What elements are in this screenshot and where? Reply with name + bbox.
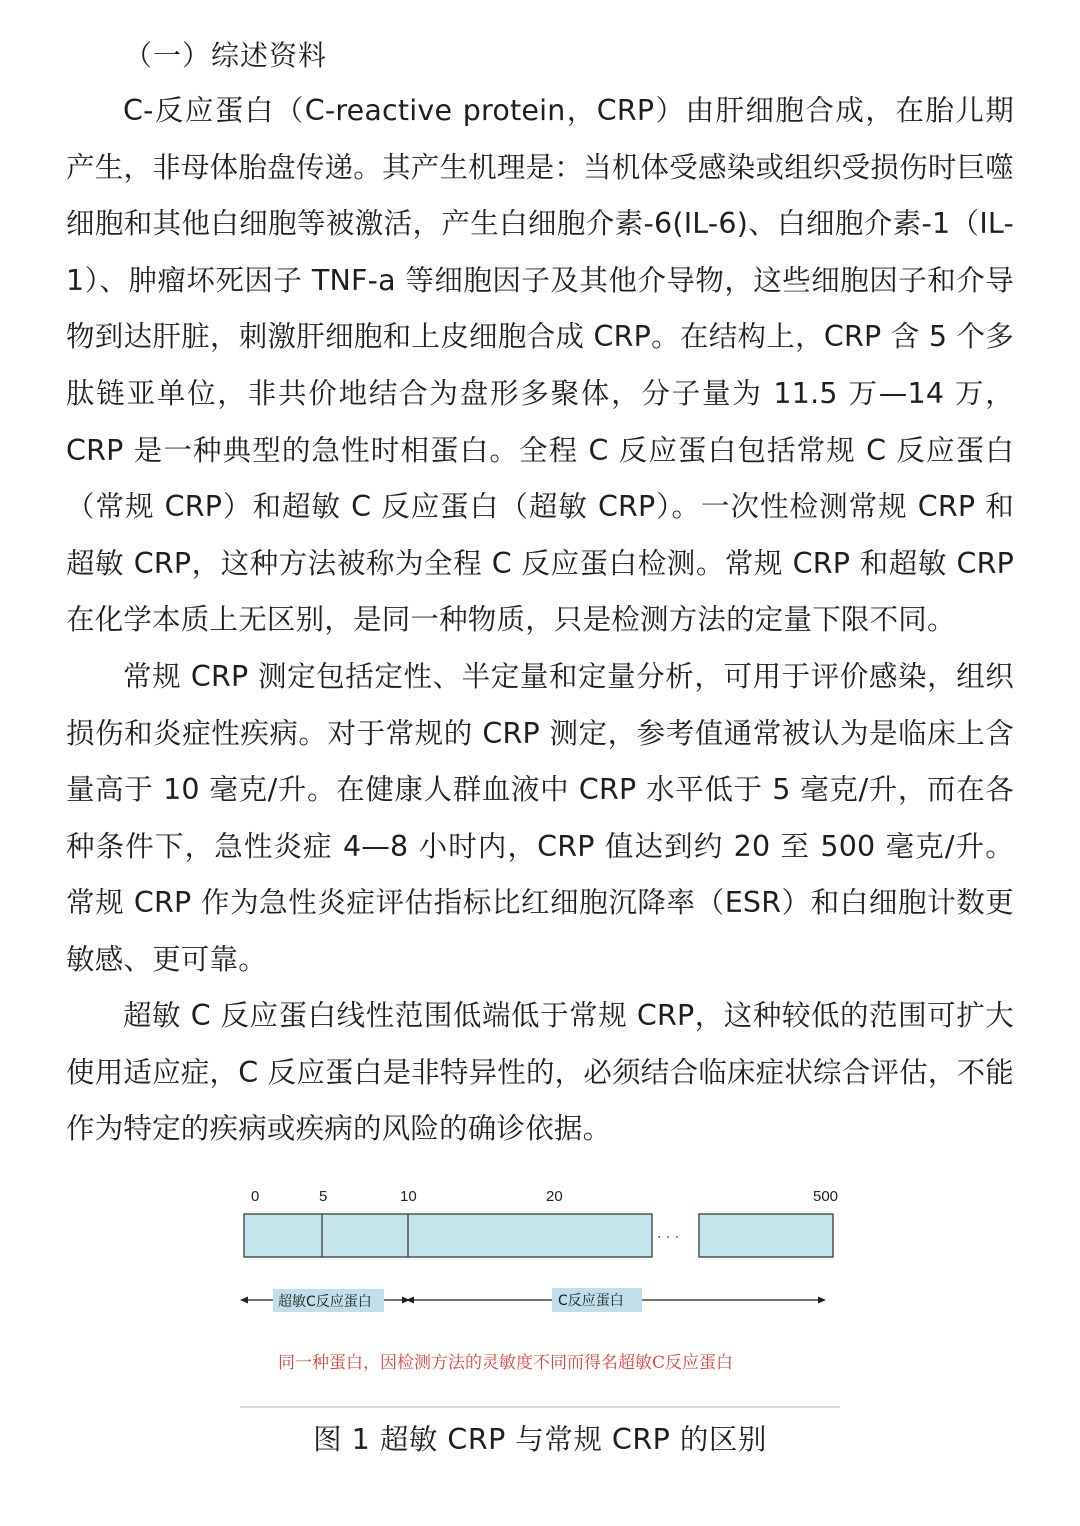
paragraph-crp-overview: C-反应蛋白（C-reactive protein，CRP）由肝细胞合成，在胎儿期产生，非母体胎盘传递。其产生机理是：当机体受感染或组织受损伤时巨噬细胞和其他白细胞等被激活，产生白细胞介素-6(IL-6)、白细胞介素-1（IL-1）、肿瘤坏死因子 TNF-a 等细胞因子及其他介导物，这些细胞因子和介导物到达肝脏，刺激肝细胞和上皮细胞合成 CRP。在结构上，CRP 含 5 个多肽链亚单位，非共价地结合为盘形多聚体，分子量为 11.5 万—14 万，CRP 是一种典型的急性时相蛋白。全程 C 反应蛋白包括常规 C 反应蛋白（常规 CRP）和超敏 C 反应蛋白（超敏 CRP）。一次性检测常规 CRP 和超敏 CRP，这种方法被称为全程 C 反应蛋白检测。常规 CRP 和超敏 CRP 在化学本质上无区别，是同一种物质，只是检测方法的定量下限不同。: [66, 94, 1014, 637]
crp-range-diagram: [160, 1168, 920, 1408]
tick-label-10: 10: [400, 1188, 417, 1205]
tick-label-500: 500: [813, 1188, 839, 1205]
tick-label-5: 5: [319, 1188, 328, 1205]
hs-crp-arrow-left-head: [240, 1297, 248, 1304]
section-heading: （一）综述资料: [124, 39, 328, 72]
paragraph-conventional-crp: 常规 CRP 测定包括定性、半定量和定量分析，可用于评价感染，组织损伤和炎症性疾病。对于常规的 CRP 测定，参考值通常被认为是临床上含量高于 10 毫克/升。在健康人群血液中 CRP 水平低于 5 毫克/升，而在各种条件下，急性炎症 4—8 小时内，CRP 值达到约 20 至 500 毫克/升。常规 CRP 作为急性炎症评估指标比红细胞沉降率（ESR）和白细胞计数更敏感、更可靠。: [66, 660, 1014, 976]
crp-label: C反应蛋白: [558, 1293, 624, 1309]
scale-segment-left: [244, 1214, 652, 1257]
scale-segment-right: [699, 1214, 833, 1257]
crp-arrow-right-head: [818, 1297, 826, 1304]
figure-caption: 图 1 超敏 CRP 与常规 CRP 的区别: [313, 1423, 767, 1456]
figure-note: 同一种蛋白，因检测方法的灵敏度不同而得名超敏C反应蛋白: [278, 1353, 734, 1373]
scale-ellipsis: · · ·: [657, 1230, 680, 1246]
tick-label-0: 0: [251, 1188, 260, 1205]
tick-label-20: 20: [546, 1188, 563, 1205]
hs-crp-label: 超敏C反应蛋白: [278, 1294, 372, 1310]
paragraph-hs-crp: 超敏 C 反应蛋白线性范围低端低于常规 CRP，这种较低的范围可扩大使用适应症，C 反应蛋白是非特异性的，必须结合临床症状综合评估，不能作为特定的疾病或疾病的风险的确诊依据。: [66, 999, 1014, 1146]
figure-crp-range-diagram: [160, 1168, 920, 1408]
figure-divider: [240, 1406, 840, 1408]
